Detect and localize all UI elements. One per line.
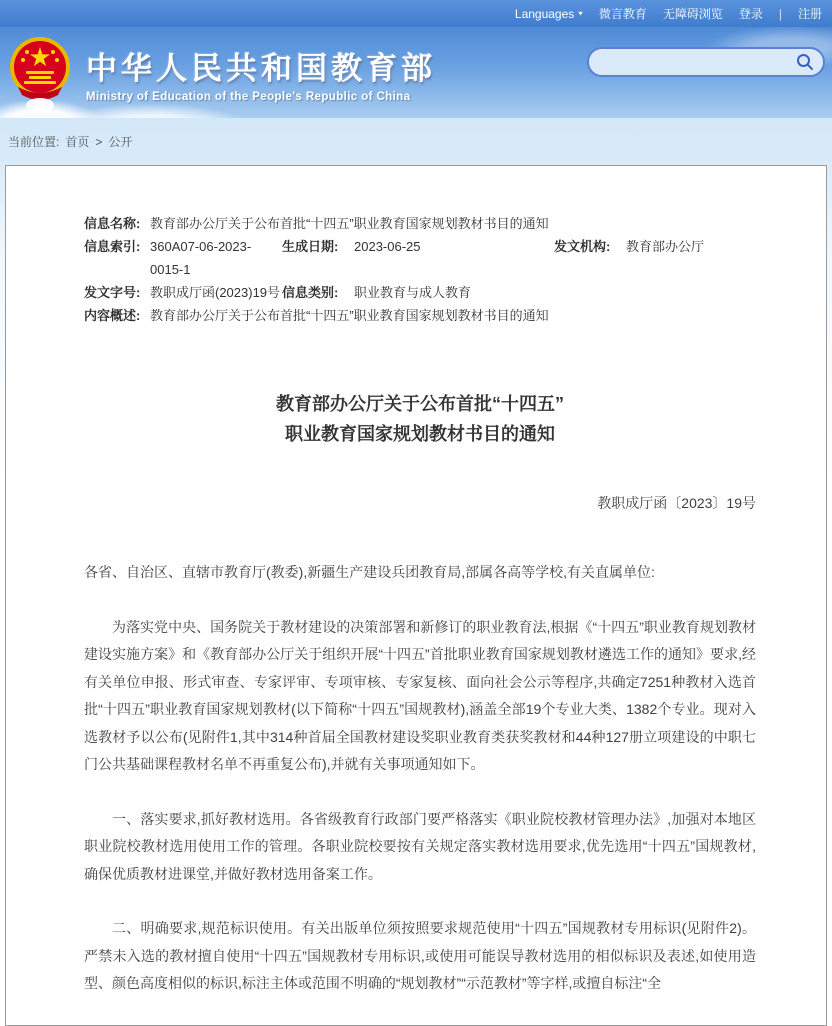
paragraph: 一、落实要求,抓好教材选用。各省级教育行政部门要严格落实《职业院校教材管理办法》,加强对本地区职业院校教材选用使用工作的管理。各职业院校要按有关规定落实教材选用要求,优先选用“十四五”国规教材,确保优质教材进课堂,并做好教材选用备案工作。 [84,810,756,882]
brand-block [86,43,436,103]
meta-category-value: 职业教育与成人教育 [354,285,472,300]
meta-name-label: 信息名称: [84,216,141,231]
chevron-down-icon: ▾ [578,9,583,18]
national-emblem-logo [8,35,72,113]
link-register[interactable]: 注册 [797,7,822,21]
site-subtitle: Ministry of Education of the People's Republic of China [86,90,411,103]
languages-dropdown[interactable] [515,7,583,21]
article-body [84,559,756,998]
paragraph: 为落实党中央、国务院关于教材建设的决策部署和新修订的职业教育法,根据《“十四五”职业教育规划教材建设实施方案》和《教育部办公厅关于组织开展“十四五”首批职业教育国家规划教材遴选工作的通知》要求,经有关单位申报、形式审查、专家评审、专项审核、专家复核、面向社会公示等程序,共确定7251种教材入选首批“十四五”职业教育国家规划教材(以下简称“十四五”国规教材),涵盖全部19个专业大类、1382个专业。现对入选教材予以公布(见附件1,其中314种首届全国教材建设奖职业教育类获奖教材和44种127册立项建设的中职七门公共基础课程教材名单不再重复公布),并就有关事项通知如下。 [84,618,756,772]
meta-row-name [84,212,756,235]
link-accessibility[interactable]: 无障碍浏览 [662,7,723,21]
search-icon[interactable] [795,52,815,72]
document-meta [84,212,756,327]
languages-label: Languages [514,6,575,21]
meta-org-value: 教育部办公厅 [626,239,705,254]
breadcrumb-separator-icon: > [95,134,103,149]
document-number: 教职成厅函〔2023〕19号 [597,495,756,511]
meta-index-value: 360A07-06-2023-0015-1 [150,239,252,277]
breadcrumb-current[interactable]: 公开 [108,135,133,149]
meta-summary-value: 教育部办公厅关于公布首批“十四五”职业教育国家规划教材书目的通知 [150,308,549,323]
meta-date-label: 生成日期: [282,239,339,254]
meta-date-value: 2023-06-25 [354,239,421,254]
topbar-separator: | [778,6,782,21]
meta-row-index [84,235,756,281]
meta-docno-value: 教职成厅函(2023)19号 [150,285,281,300]
breadcrumb-home[interactable]: 首页 [65,135,90,149]
site-title: 中华人民共和国教育部 [86,50,436,86]
breadcrumb [0,118,832,165]
meta-name-value: 教育部办公厅关于公布首批“十四五”职业教育国家规划教材书目的通知 [150,216,549,231]
meta-row-docno [84,281,756,304]
search-box[interactable] [587,47,825,77]
meta-row-summary [84,304,756,327]
page-title-line2: 职业教育国家规划教材书目的通知 [285,424,555,444]
link-login[interactable]: 登录 [738,7,763,21]
meta-category-label: 信息类别: [282,285,339,300]
content-panel [5,165,827,1026]
link-weiyan-jiaoyu[interactable]: 微言教育 [598,7,647,21]
meta-org-label: 发文机构: [554,239,611,254]
paragraph: 二、明确要求,规范标识使用。有关出版单位须按照要求规范使用“十四五”国规教材专用标识(见附件2)。严禁未入选的教材擅自使用“十四五”国规教材专用标识,或使用可能误导教材选用的相似标识及表述,如使用造型、颜色高度相似的标识,标注主体或范围不明确的“规划教材”“示范教材”等字样,或擅自标注“全 [84,920,756,991]
meta-summary-label: 内容概述: [84,308,141,323]
page-title-line1: 教育部办公厅关于公布首批“十四五” [276,394,564,414]
meta-docno-label: 发文字号: [84,285,141,300]
page-title [84,389,756,449]
breadcrumb-label: 当前位置: [8,135,60,149]
search-input[interactable] [601,51,791,73]
top-utility-bar [0,0,832,27]
site-header [0,27,832,118]
meta-index-label: 信息索引: [84,239,141,254]
salutation: 各省、自治区、直辖市教育厅(教委),新疆生产建设兵团教育局,部属各高等学校,有关直属单位: [84,564,655,580]
